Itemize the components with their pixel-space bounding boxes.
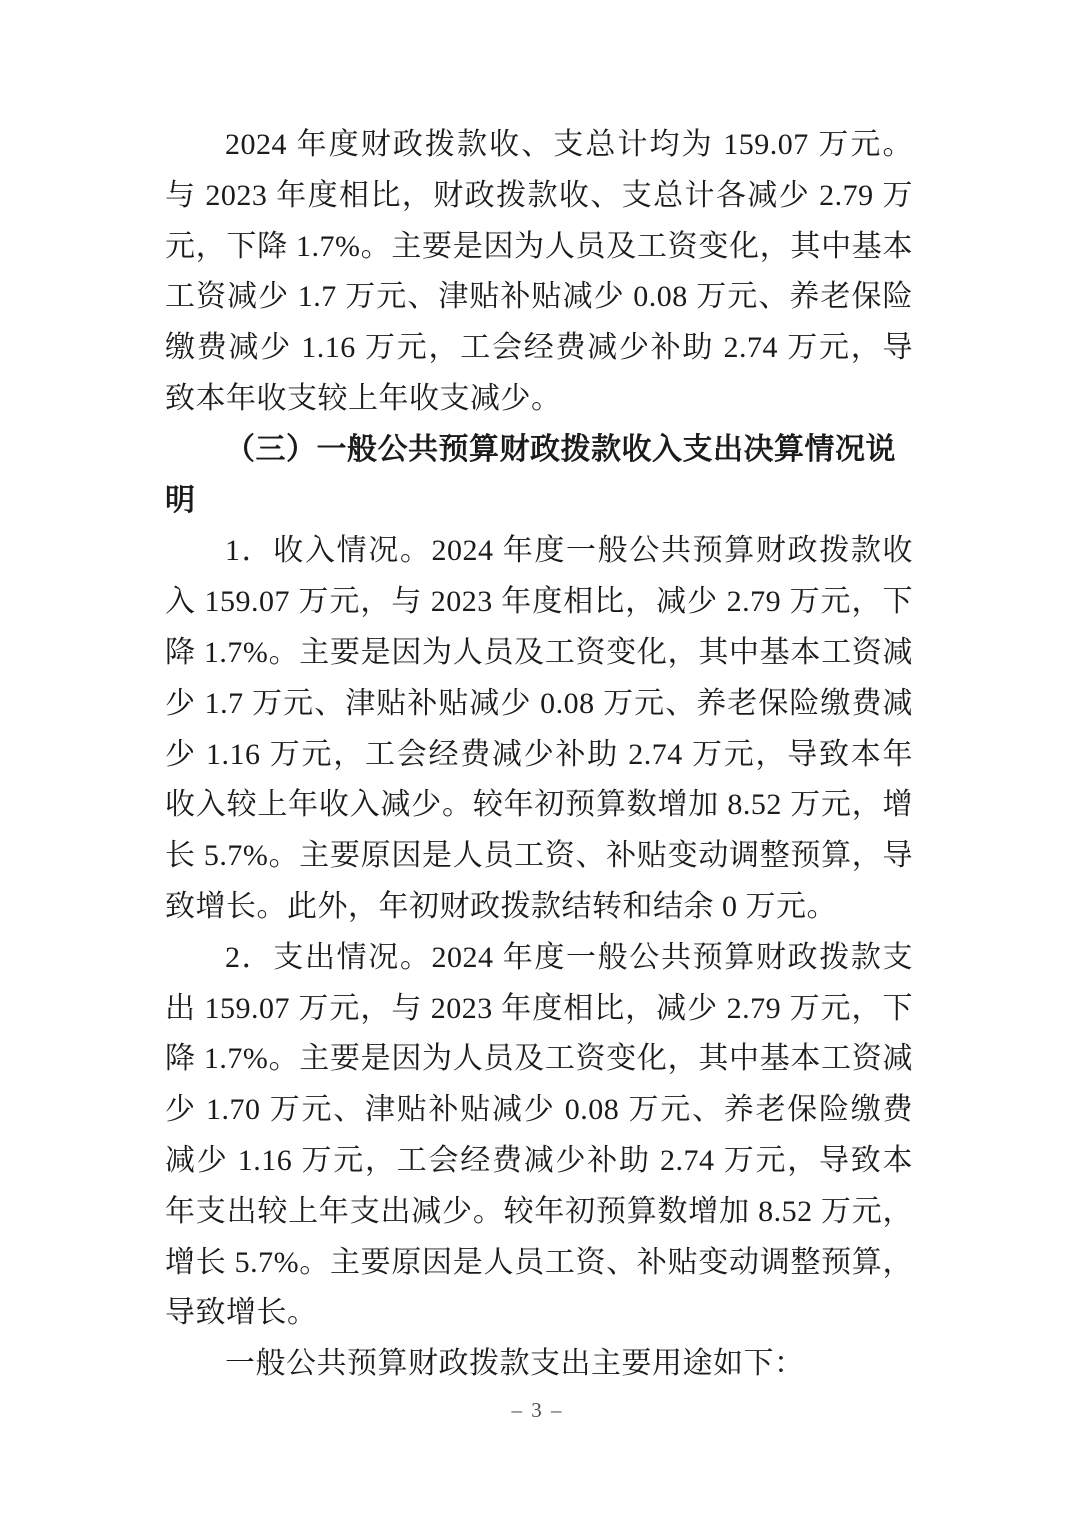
document-body — [165, 120, 913, 1390]
section-heading-general-public-budget: （三）一般公共预算财政拨款收入支出决算情况说明 — [165, 432, 896, 517]
paragraph-expenditure-usage-intro: 一般公共预算财政拨款支出主要用途如下： — [225, 1347, 805, 1381]
page-number: – 3 – — [511, 1398, 564, 1422]
paragraph-income-situation: 1．收入情况。2024 年度一般公共预算财政拨款收入 159.07 万元，与 2023 年度相比，减少 2.79 万元，下降 1.7%。主要是因为人员及工资变化，其中基本工资减少 1.7 万元、津贴补贴减少 0.08 万元、养老保险缴费减少 1.16 万元，工会经费减少补助 2.74 万元，导致本年收入较上年收入减少。较年初预算数增加 8.52 万元，增长 5.7%。主要原因是人员工资、补贴变动调整预算，导致增长。此外，年初财政拨款结转和结余 0 万元。 — [165, 534, 913, 923]
paragraph-fiscal-total-summary: 2024 年度财政拨款收、支总计均为 159.07 万元。与 2023 年度相比，财政拨款收、支总计各减少 2.79 万元，下降 1.7%。主要是因为人员及工资变化，其中基本工资减少 1.7 万元、津贴补贴减少 0.08 万元、养老保险缴费减少 1.16 万元，工会经费减少补助 2.74 万元，导致本年收支较上年收支减少。 — [165, 128, 913, 415]
paragraph-expenditure-situation: 2．支出情况。2024 年度一般公共预算财政拨款支出 159.07 万元，与 2023 年度相比，减少 2.79 万元，下降 1.7%。主要是因为人员及工资变化，其中基本工资减少 1.70 万元、津贴补贴减少 0.08 万元、养老保险缴费减少 1.16 万元，工会经费减少补助 2.74 万元，导致本年支出较上年支出减少。较年初预算数增加 8.52 万元，增长 5.7%。主要原因是人员工资、补贴变动调整预算，导致增长。 — [165, 940, 913, 1330]
